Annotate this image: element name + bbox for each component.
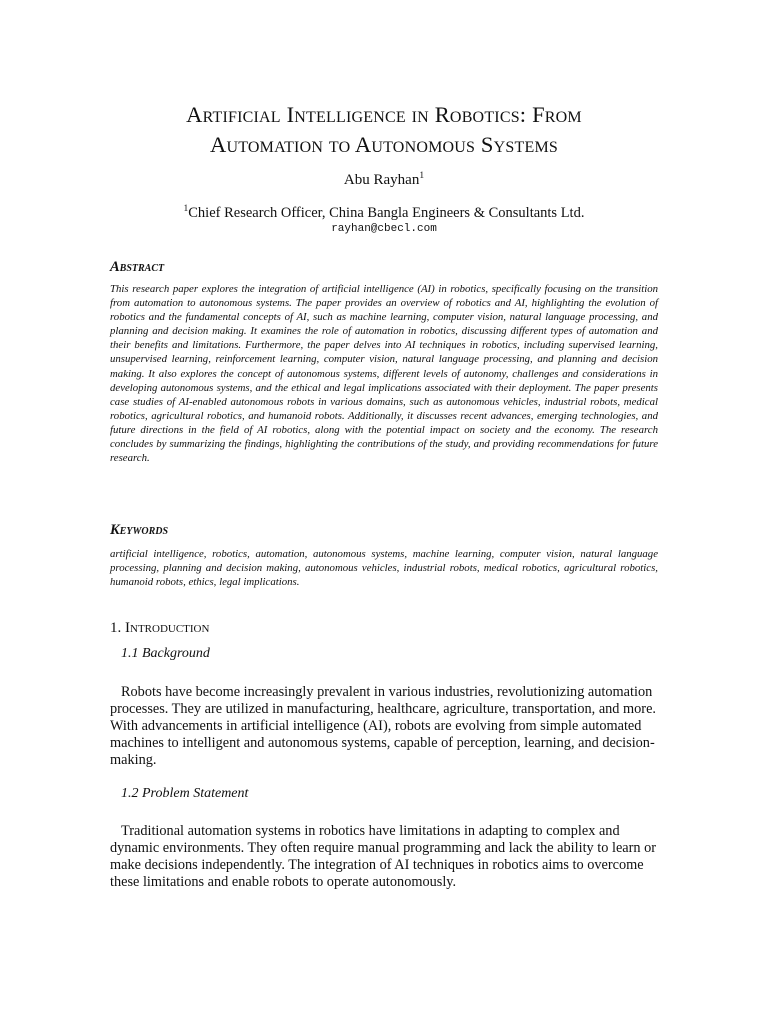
problem-statement-subheading: 1.2 Problem Statement — [121, 786, 249, 801]
paper-title-line-1: Artificial Intelligence in Robotics: From — [186, 102, 582, 127]
keywords-heading: Keywords — [110, 522, 169, 538]
affiliation-text: Chief Research Officer, China Bangla Engineers & Consultants Ltd. — [188, 205, 585, 221]
author-line — [0, 171, 768, 189]
paper-title-line-2: Automation to Autonomous Systems — [210, 132, 558, 157]
keywords-body: artificial intelligence, robotics, automation, autonomous systems, machine learning, computer vision, natural language processing, planning and decision making, autonomous vehicles, industrial robots, medical robotics, agricultural robotics, humanoid robots, ethics, legal implications. — [110, 548, 658, 589]
paper-title — [60, 100, 708, 160]
abstract-body: This research paper explores the integration of artificial intelligence (AI) in robotics, specifically focusing on the transition from automation to autonomous systems. The paper provides an overview of robotics and AI, highlighting the evolution of robotics and the fundamental concepts of AI, such as machine learning, computer vision, natural language processing, and planning and decision making. It examines the role of automation in robotics, discussing different types of automation and their benefits and limitations. Furthermore, the paper delves into AI techniques in robotics, including supervised learning, unsupervised learning, reinforcement learning, computer vision, natural language processing, and planning and decision making. It also explores the concept of autonomous systems, different levels of autonomy, challenges and considerations in developing autonomous systems, and the ethical and legal implications associated with their deployment. The paper presents case studies of AI-enabled autonomous robots in various domains, such as autonomous vehicles, industrial robots, medical robotics, agricultural robotics, and humanoid robots. Additionally, it discusses recent advances, emerging technologies, and future directions in the field of AI robotics, along with the potential impact on society and the economy. The research concludes by summarizing the findings, highlighting the contributions of the study, and providing recommendations for future research. — [110, 283, 658, 465]
introduction-heading: 1. Introduction — [110, 620, 210, 636]
affiliation-line — [0, 205, 768, 222]
affiliation-superscript: 1 — [183, 204, 189, 214]
background-paragraph: Robots have become increasingly prevalent in various industries, revolutionizing automation processes. They are utilized in manufacturing, healthcare, agriculture, transportation, and more. With advancements in artificial intelligence (AI), robots are evolving from simple automated machines to intelligent and autonomous systems, capable of perception, learning, and decision-making. — [110, 684, 656, 768]
author-email: rayhan@cbecl.com — [331, 223, 437, 235]
author-superscript: 1 — [419, 171, 425, 181]
abstract-heading: Abstract — [110, 259, 165, 275]
problem-statement-paragraph: Traditional automation systems in robotics have limitations in adapting to complex and dynamic environments. They often require manual programming and lack the ability to learn or make decisions independently. The integration of AI techniques in robotics aims to overcome these limitations and enable robots to operate autonomously. — [110, 823, 657, 890]
background-subheading: 1.1 Background — [121, 646, 210, 661]
author-name: Abu Rayhan — [343, 172, 420, 188]
